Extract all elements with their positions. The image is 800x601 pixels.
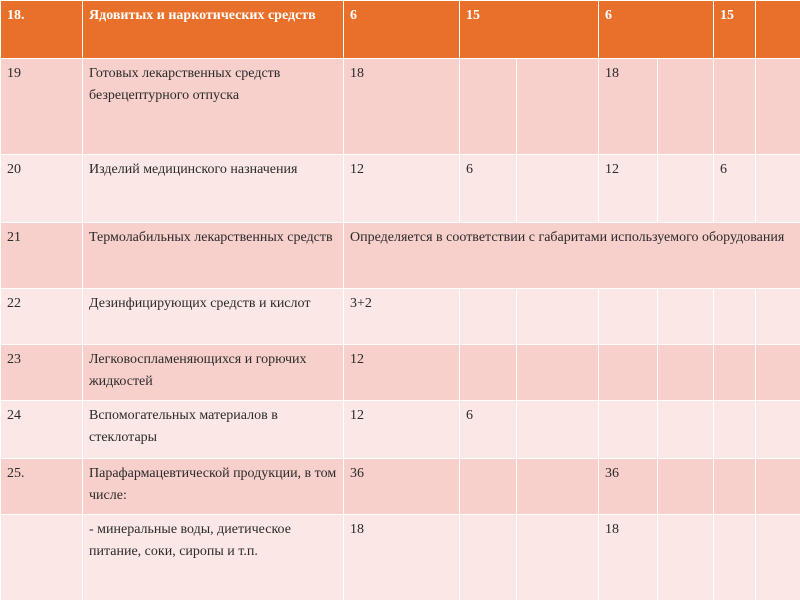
empty-cell <box>517 155 599 223</box>
value-cell: 6 <box>460 155 517 223</box>
empty-cell <box>756 155 800 223</box>
value-cell: 18 <box>344 59 460 155</box>
item-name: Дезинфицирующих средств и кислот <box>83 289 344 345</box>
value-cell: 18 <box>599 59 658 155</box>
row-number: 18. <box>1 1 83 59</box>
empty-cell <box>756 289 800 345</box>
empty-cell <box>517 401 599 459</box>
row-number: 23 <box>1 345 83 401</box>
empty-cell <box>517 289 599 345</box>
empty-cell <box>658 59 714 155</box>
value-cell <box>460 289 517 345</box>
value-cell: 18 <box>599 515 658 601</box>
row-number: 24 <box>1 401 83 459</box>
table-row <box>1 515 800 601</box>
empty-cell <box>756 59 800 155</box>
empty-cell <box>756 345 800 401</box>
table-row <box>1 345 800 401</box>
value-cell <box>460 459 517 515</box>
value-cell <box>460 515 517 601</box>
value-cell <box>714 459 756 515</box>
item-name: - минеральные воды, диетическое питание, соки, сиропы и т.п. <box>83 515 344 601</box>
item-name: Парафармацевтической продукции, в том числе: <box>83 459 344 515</box>
table-row <box>1 155 800 223</box>
value-cell: 6 <box>460 401 517 459</box>
merged-note-cell: Определяется в соответствии с габаритами используемого оборудования <box>344 223 800 289</box>
value-cell: 6 <box>344 1 460 59</box>
value-cell <box>599 401 658 459</box>
value-cell: 36 <box>599 459 658 515</box>
empty-cell <box>756 401 800 459</box>
empty-cell <box>756 459 800 515</box>
empty-cell <box>658 289 714 345</box>
value-cell: 3+2 <box>344 289 460 345</box>
item-name: Легковоспламеняющихся и горючих жидкостей <box>83 345 344 401</box>
table-row <box>1 459 800 515</box>
empty-cell <box>517 515 599 601</box>
value-cell: 15 <box>714 1 756 59</box>
table-row <box>1 401 800 459</box>
row-number <box>1 515 83 601</box>
value-cell: 18 <box>344 515 460 601</box>
empty-cell <box>517 459 599 515</box>
empty-cell <box>658 345 714 401</box>
empty-cell <box>517 345 599 401</box>
item-name: Изделий медицинского назначения <box>83 155 344 223</box>
empty-cell <box>658 459 714 515</box>
item-name: Ядовитых и наркотических средств <box>83 1 344 59</box>
value-cell: 6 <box>599 1 714 59</box>
value-cell: 6 <box>714 155 756 223</box>
value-cell <box>714 59 756 155</box>
empty-cell <box>658 401 714 459</box>
item-name: Вспомогательных материалов в стеклотары <box>83 401 344 459</box>
row-number: 22 <box>1 289 83 345</box>
value-cell <box>460 59 517 155</box>
value-cell: 15 <box>460 1 599 59</box>
value-cell <box>599 289 658 345</box>
row-number: 19 <box>1 59 83 155</box>
value-cell <box>714 401 756 459</box>
value-cell: 12 <box>344 401 460 459</box>
row-number: 21 <box>1 223 83 289</box>
table-row <box>1 59 800 155</box>
table-row <box>1 223 800 289</box>
table-row <box>1 289 800 345</box>
value-cell <box>599 345 658 401</box>
value-cell <box>714 345 756 401</box>
row-number: 25. <box>1 459 83 515</box>
value-cell <box>714 289 756 345</box>
item-name: Готовых лекарственных средств безрецептурного отпуска <box>83 59 344 155</box>
empty-cell <box>756 515 800 601</box>
value-cell: 12 <box>344 345 460 401</box>
item-name: Термолабильных лекарственных средств <box>83 223 344 289</box>
value-cell: 12 <box>344 155 460 223</box>
value-cell: 12 <box>599 155 658 223</box>
empty-cell <box>517 59 599 155</box>
empty-cell <box>658 155 714 223</box>
row-number: 20 <box>1 155 83 223</box>
value-cell <box>714 515 756 601</box>
empty-cell <box>756 1 800 59</box>
empty-cell <box>658 515 714 601</box>
value-cell: 36 <box>344 459 460 515</box>
value-cell <box>460 345 517 401</box>
table-header-row <box>1 1 800 59</box>
